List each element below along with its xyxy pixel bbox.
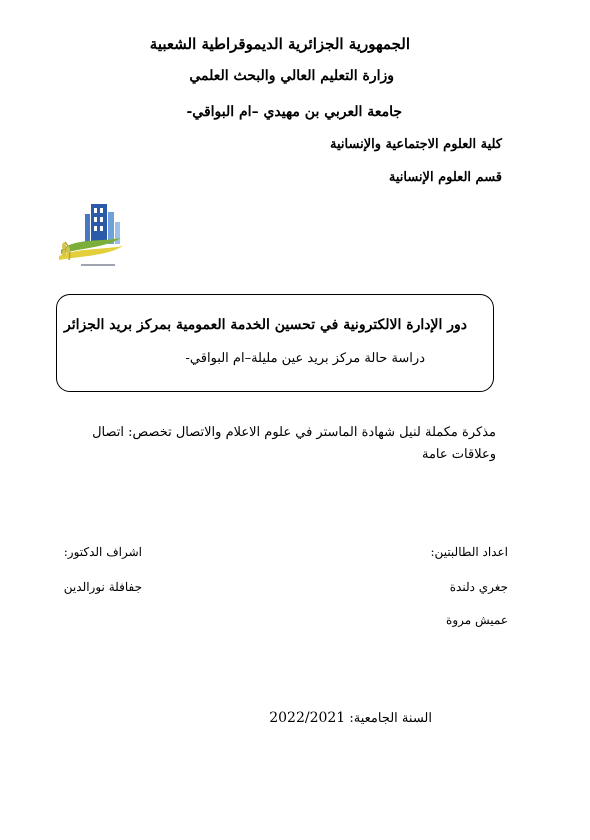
student-name-2: عميش مروة [446, 613, 508, 627]
supervisor-name: جفافلة نورالدين [63, 580, 142, 594]
ministry-heading: وزارة التعليم العالي والبحث العلمي [189, 68, 394, 84]
supervisor-label: اشراف الدكتور: [63, 545, 142, 559]
academic-year-label: السنة الجامعية: [349, 711, 432, 726]
faculty-heading: كلية العلوم الاجتماعية والإنسانية [330, 137, 502, 152]
thesis-title-box [56, 294, 494, 392]
university-heading: جامعة العربي بن مهيدي –ام البواقي- [186, 104, 402, 120]
prepared-by-label: اعداد الطالبتين: [430, 545, 508, 559]
department-heading: قسم العلوم الإنسانية [388, 170, 502, 185]
memo-description: مذكرة مكملة لنيل شهادة الماستر في علوم الاعلام والاتصال تخصص: اتصال وعلاقات عامة [92, 425, 496, 462]
academic-year-value: 2022/2021 [269, 710, 346, 726]
university-logo-icon [55, 198, 133, 270]
republic-heading: الجمهورية الجزائرية الديموقراطية الشعبية [149, 35, 410, 53]
student-name-1: جغري دلندة [449, 580, 508, 594]
thesis-subtitle: دراسة حالة مركز بريد عين مليلة–ام البواقي- [185, 351, 425, 366]
academic-year [232, 710, 432, 726]
thesis-title: دور الإدارة الالكترونية في تحسين الخدمة العمومية بمركز بريد الجزائر [64, 317, 467, 333]
